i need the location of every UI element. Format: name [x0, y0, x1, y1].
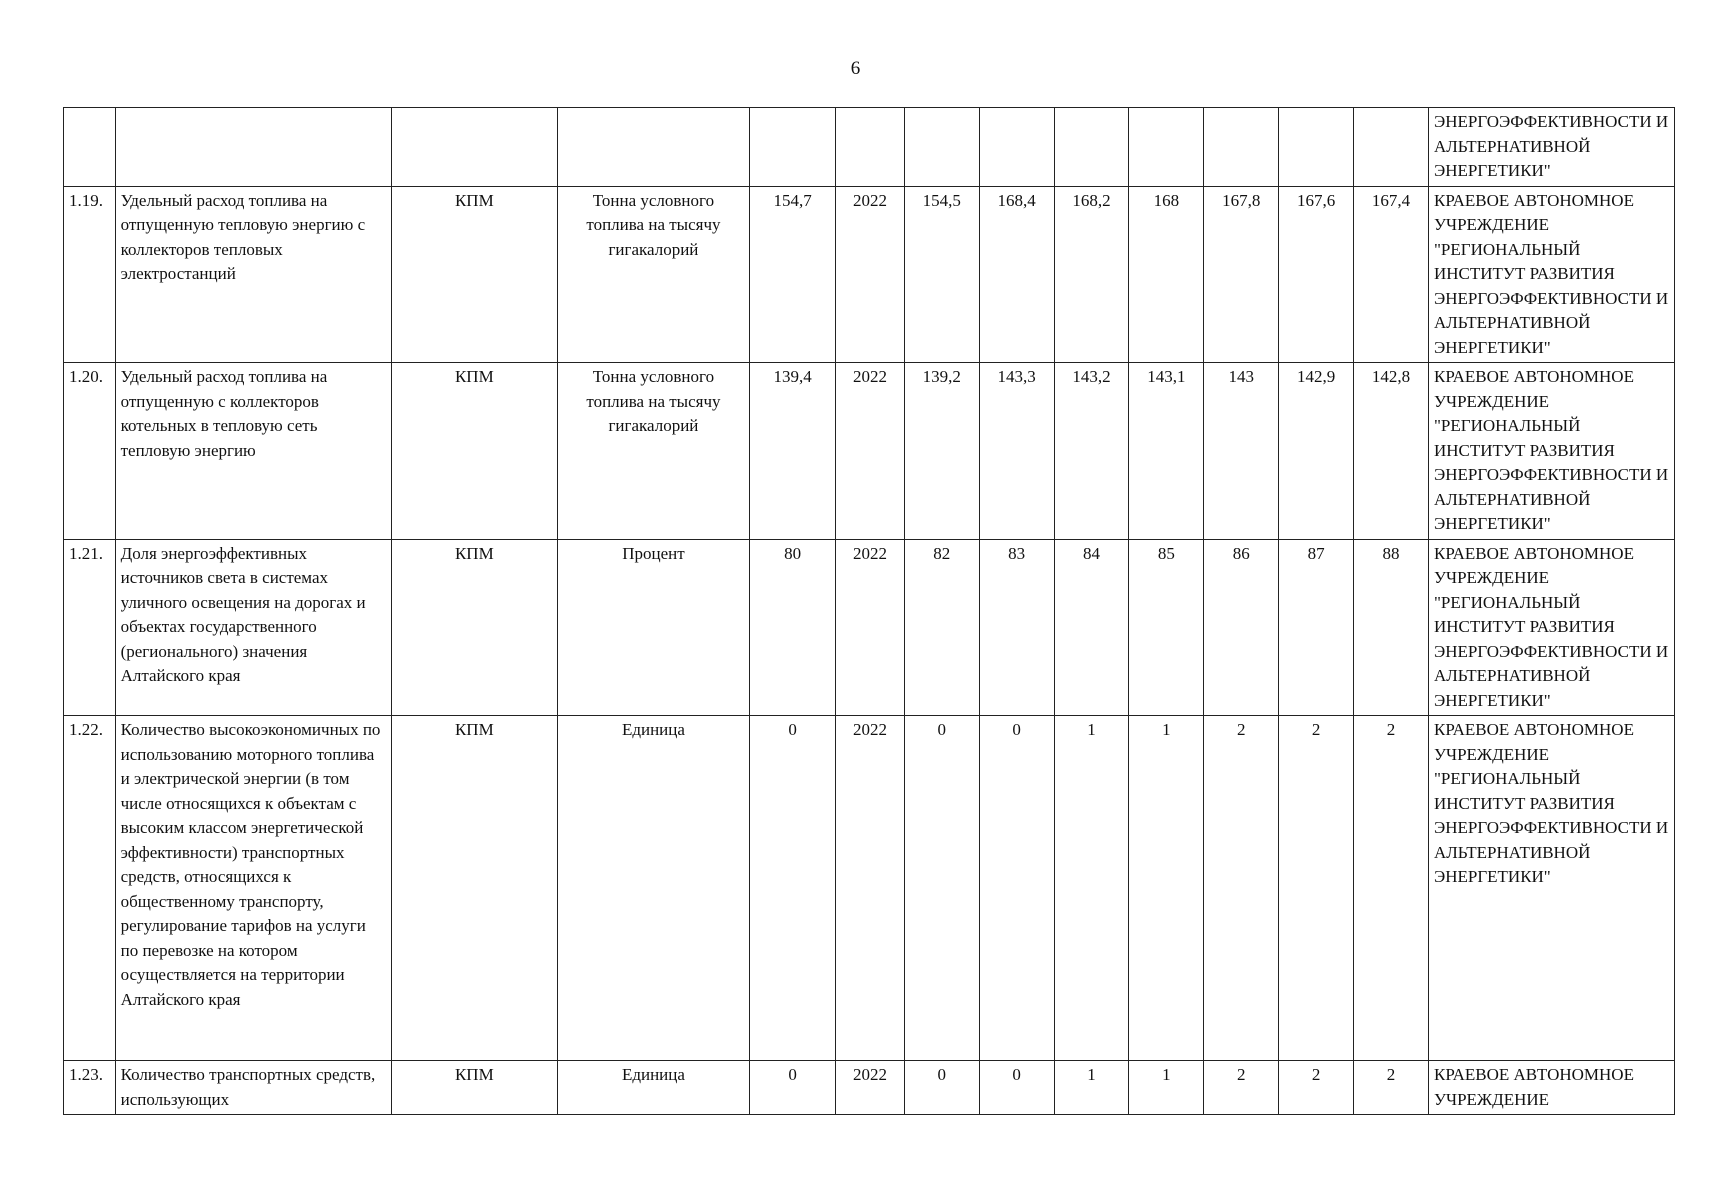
cell-value: 167,6	[1279, 186, 1354, 363]
cell-year: 2022	[836, 716, 905, 1061]
cell-type: КПМ	[391, 716, 557, 1061]
cell-num: 1.22.	[64, 716, 116, 1061]
cell-base: 0	[750, 1061, 836, 1115]
cell-value: 168	[1129, 186, 1204, 363]
cell-type	[391, 108, 557, 187]
cell-value: 168,2	[1054, 186, 1129, 363]
cell-value: 142,9	[1279, 363, 1354, 540]
cell-value	[979, 108, 1054, 187]
cell-value	[904, 108, 979, 187]
cell-unit: Процент	[557, 539, 749, 716]
cell-org: КРАЕВОЕ АВТОНОМНОЕ УЧРЕЖДЕНИЕ "РЕГИОНАЛЬНЫЙ ИНСТИТУТ РАЗВИТИЯ ЭНЕРГОЭФФЕКТИВНОСТИ И АЛЬТЕРНАТИВНОЙ ЭНЕРГЕТИКИ"	[1428, 186, 1674, 363]
cell-value: 167,8	[1204, 186, 1279, 363]
page-number: 6	[850, 58, 861, 79]
cell-value: 0	[904, 716, 979, 1061]
cell-value: 82	[904, 539, 979, 716]
cell-base: 80	[750, 539, 836, 716]
cell-value: 139,2	[904, 363, 979, 540]
cell-value: 87	[1279, 539, 1354, 716]
cell-type: КПМ	[391, 539, 557, 716]
cell-value: 0	[979, 1061, 1054, 1115]
cell-num	[64, 108, 116, 187]
cell-year: 2022	[836, 1061, 905, 1115]
cell-type: КПМ	[391, 186, 557, 363]
cell-value: 83	[979, 539, 1054, 716]
cell-value: 1	[1129, 716, 1204, 1061]
cell-base: 0	[750, 716, 836, 1061]
cell-num: 1.20.	[64, 363, 116, 540]
cell-value: 1	[1054, 1061, 1129, 1115]
cell-year: 2022	[836, 363, 905, 540]
cell-unit	[557, 108, 749, 187]
cell-org: КРАЕВОЕ АВТОНОМНОЕ УЧРЕЖДЕНИЕ	[1428, 1061, 1674, 1115]
cell-org: КРАЕВОЕ АВТОНОМНОЕ УЧРЕЖДЕНИЕ "РЕГИОНАЛЬНЫЙ ИНСТИТУТ РАЗВИТИЯ ЭНЕРГОЭФФЕКТИВНОСТИ И АЛЬТЕРНАТИВНОЙ ЭНЕРГЕТИКИ"	[1428, 363, 1674, 540]
cell-value: 167,4	[1354, 186, 1429, 363]
cell-value: 2	[1204, 716, 1279, 1061]
table-row-continued	[64, 108, 1675, 187]
cell-name: Доля энергоэффективных источников света в системах уличного освещения на дорогах и объектах государственного (регионального) значения Алтайского края	[115, 539, 391, 716]
cell-value	[1354, 108, 1429, 187]
table-row	[64, 1061, 1675, 1115]
cell-unit: Единица	[557, 1061, 749, 1115]
cell-org: ЭНЕРГОЭФФЕКТИВНОСТИ И АЛЬТЕРНАТИВНОЙ ЭНЕРГЕТИКИ"	[1428, 108, 1674, 187]
cell-num: 1.23.	[64, 1061, 116, 1115]
cell-value: 2	[1354, 1061, 1429, 1115]
cell-base: 154,7	[750, 186, 836, 363]
table-row	[64, 186, 1675, 363]
cell-name: Удельный расход топлива на отпущенную с коллекторов котельных в тепловую сеть тепловую энергию	[115, 363, 391, 540]
cell-value	[1204, 108, 1279, 187]
cell-name: Количество высокоэкономичных по использованию моторного топлива и электрической энергии (в том числе относящихся к объектам с высоким классом энергетической эффективности) транспортных средств, относящихся к общественному транспорту, регулирование тарифов на услуги по перевозке на котором осуществляется на территории Алтайского края	[115, 716, 391, 1061]
cell-base	[750, 108, 836, 187]
cell-value	[1129, 108, 1204, 187]
indicators-table	[63, 107, 1675, 1115]
cell-value: 2	[1279, 716, 1354, 1061]
cell-org: КРАЕВОЕ АВТОНОМНОЕ УЧРЕЖДЕНИЕ "РЕГИОНАЛЬНЫЙ ИНСТИТУТ РАЗВИТИЯ ЭНЕРГОЭФФЕКТИВНОСТИ И АЛЬТЕРНАТИВНОЙ ЭНЕРГЕТИКИ"	[1428, 716, 1674, 1061]
cell-value: 85	[1129, 539, 1204, 716]
cell-type: КПМ	[391, 363, 557, 540]
cell-num: 1.19.	[64, 186, 116, 363]
cell-value: 0	[904, 1061, 979, 1115]
table-row	[64, 539, 1675, 716]
cell-name: Количество транспортных средств, использующих	[115, 1061, 391, 1115]
cell-value: 142,8	[1354, 363, 1429, 540]
cell-name	[115, 108, 391, 187]
cell-value: 0	[979, 716, 1054, 1061]
cell-num: 1.21.	[64, 539, 116, 716]
cell-value: 143,1	[1129, 363, 1204, 540]
cell-base: 139,4	[750, 363, 836, 540]
cell-value: 154,5	[904, 186, 979, 363]
cell-name: Удельный расход топлива на отпущенную тепловую энергию с коллекторов тепловых электростанций	[115, 186, 391, 363]
cell-value: 143,3	[979, 363, 1054, 540]
cell-value: 2	[1354, 716, 1429, 1061]
cell-value: 88	[1354, 539, 1429, 716]
cell-unit: Тонна условного топлива на тысячу гигакалорий	[557, 363, 749, 540]
cell-unit: Единица	[557, 716, 749, 1061]
cell-value: 168,4	[979, 186, 1054, 363]
cell-value: 1	[1054, 716, 1129, 1061]
cell-value: 143,2	[1054, 363, 1129, 540]
cell-value: 2	[1279, 1061, 1354, 1115]
cell-value	[1054, 108, 1129, 187]
cell-value: 86	[1204, 539, 1279, 716]
cell-value: 143	[1204, 363, 1279, 540]
table-row	[64, 363, 1675, 540]
cell-value: 1	[1129, 1061, 1204, 1115]
cell-unit: Тонна условного топлива на тысячу гигакалорий	[557, 186, 749, 363]
cell-type: КПМ	[391, 1061, 557, 1115]
cell-value: 2	[1204, 1061, 1279, 1115]
cell-year: 2022	[836, 539, 905, 716]
cell-value	[1279, 108, 1354, 187]
table-row	[64, 716, 1675, 1061]
cell-value: 84	[1054, 539, 1129, 716]
cell-year	[836, 108, 905, 187]
cell-year: 2022	[836, 186, 905, 363]
cell-org: КРАЕВОЕ АВТОНОМНОЕ УЧРЕЖДЕНИЕ "РЕГИОНАЛЬНЫЙ ИНСТИТУТ РАЗВИТИЯ ЭНЕРГОЭФФЕКТИВНОСТИ И АЛЬТЕРНАТИВНОЙ ЭНЕРГЕТИКИ"	[1428, 539, 1674, 716]
